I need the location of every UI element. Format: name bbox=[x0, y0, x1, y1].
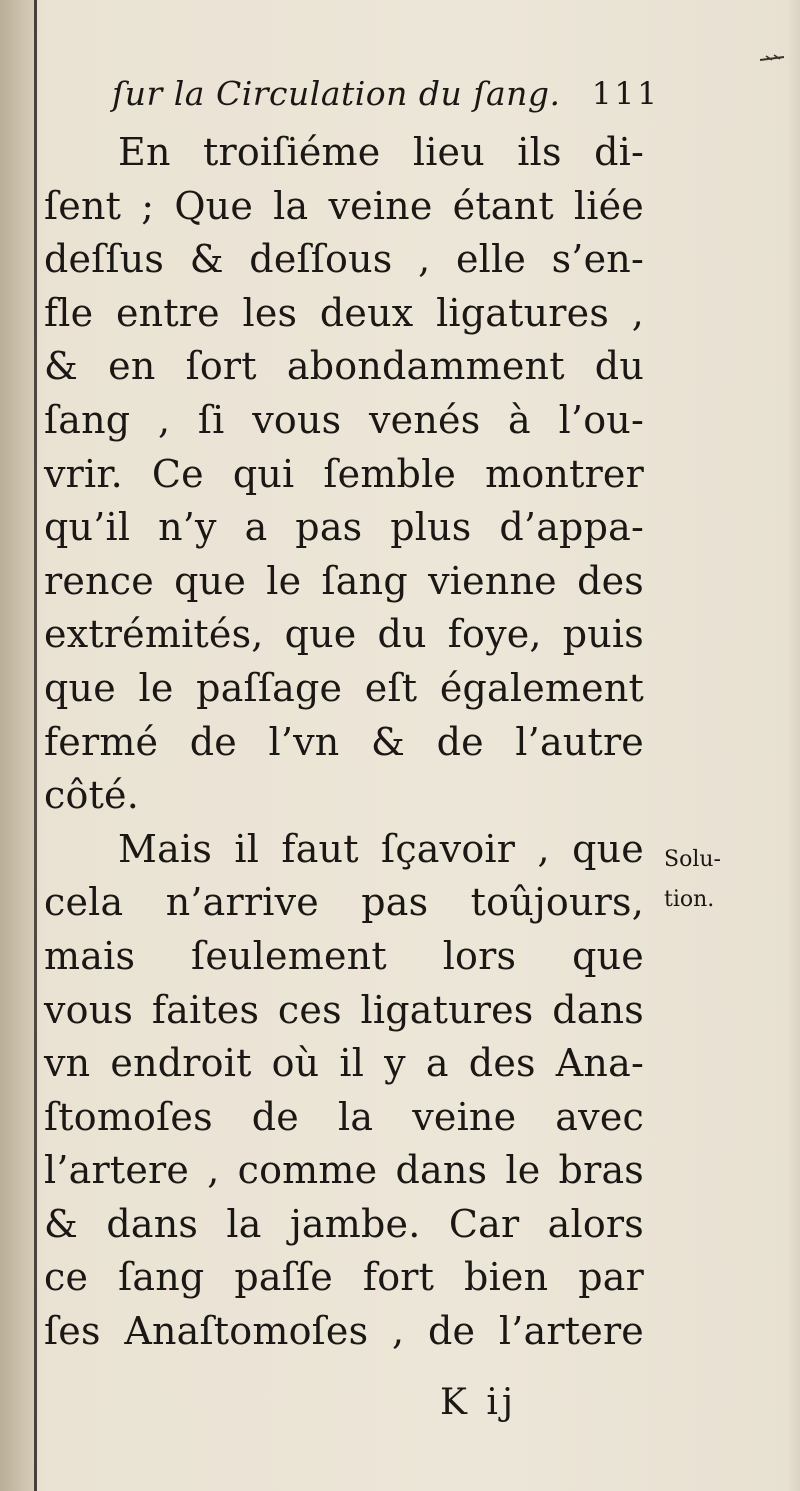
margin-note bbox=[664, 840, 754, 920]
gutter-shadow bbox=[0, 0, 34, 1491]
text-line: l’artere , comme dans le bras bbox=[44, 1148, 644, 1193]
text-line: extrémités, que du foye, puis bbox=[44, 612, 644, 657]
text-line: En troiſiéme lieu ils di- bbox=[118, 130, 644, 174]
text-line: & en ſort abondamment du bbox=[44, 344, 644, 389]
text-line: cela n’arrive pas toûjours, bbox=[44, 880, 644, 925]
page-number: 111 bbox=[591, 76, 660, 112]
text-line: Mais il faut ſçavoir , que bbox=[118, 826, 644, 871]
text-line: que le paſſage eſt également bbox=[44, 665, 644, 710]
page-header bbox=[112, 68, 672, 120]
text-line: fle entre les deux ligatures , bbox=[44, 290, 644, 335]
text-line: deſſus & deſſous , elle s’en- bbox=[44, 237, 644, 282]
margin-note-line: Solu- bbox=[664, 847, 721, 872]
ink-mark-icon bbox=[758, 50, 788, 66]
text-line: ſent ; Que la veine étant liée bbox=[44, 183, 644, 228]
text-line: vous faites ces ligatures dans bbox=[44, 987, 644, 1032]
text-line: côté. bbox=[44, 773, 139, 818]
text-line: & dans la jambe. Car alors bbox=[44, 1201, 644, 1246]
page-edge bbox=[786, 0, 800, 1491]
text-line: ſtomoſes de la veine avec bbox=[44, 1094, 644, 1139]
gutter-line bbox=[34, 0, 37, 1491]
text-line: qu’il n’y a pas plus d’appa- bbox=[44, 505, 644, 550]
text-line: ce ſang paſſe fort bien par bbox=[44, 1255, 644, 1300]
running-head: ſur la Circulation du ſang. bbox=[112, 74, 561, 113]
text-line: rence que le ſang vienne des bbox=[44, 558, 644, 603]
text-line: ſang , ſi vous venés à l’ou- bbox=[44, 397, 644, 442]
text-line: mais ſeulement lors que bbox=[44, 933, 644, 978]
body-text bbox=[44, 126, 644, 1359]
text-line: vrir. Ce qui ſemble montrer bbox=[44, 451, 644, 496]
margin-note-line: tion. bbox=[664, 887, 715, 912]
text-line: fermé de l’vn & de l’autre bbox=[44, 719, 644, 764]
signature-mark: K ij bbox=[440, 1382, 518, 1423]
text-line: vn endroit où il y a des Ana- bbox=[44, 1041, 644, 1086]
text-line: ſes Anaſtomoſes , de l’artere bbox=[44, 1309, 644, 1354]
